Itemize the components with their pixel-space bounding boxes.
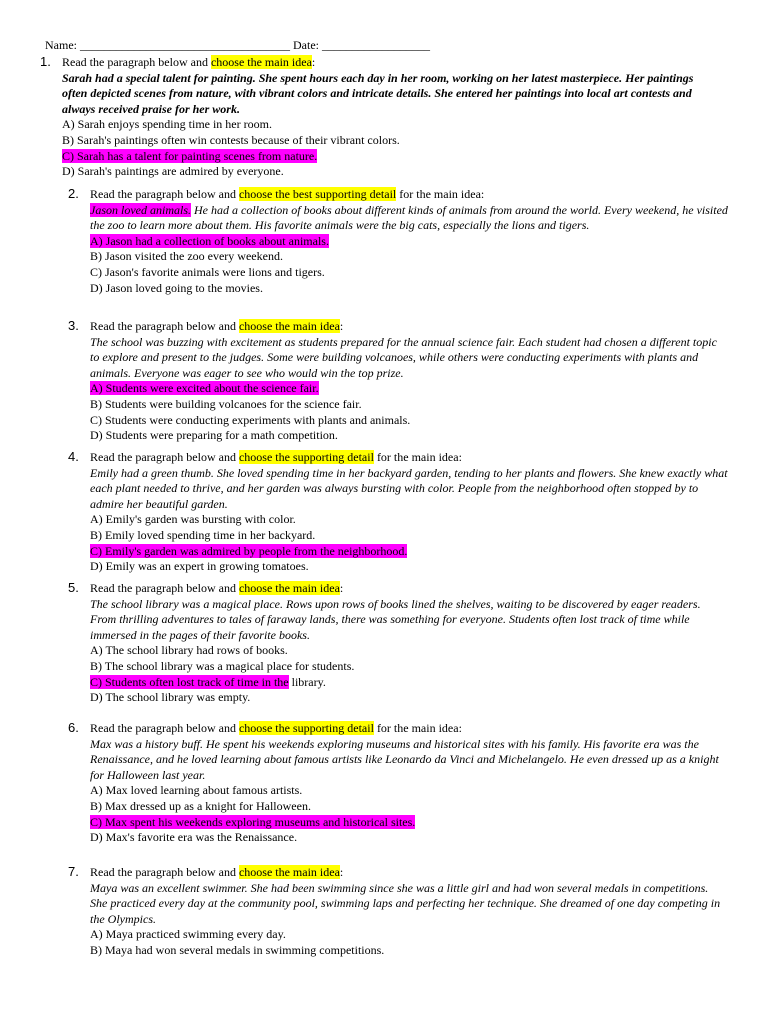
main-idea-highlight: Jason loved animals. bbox=[90, 202, 191, 217]
question-prompt: Read the paragraph below and choose the main idea: bbox=[90, 319, 344, 333]
question-4 bbox=[68, 449, 728, 575]
question-paragraph: Max was a history buff. He spent his weekends exploring museums and historical sites with his family. His favorite era was the Renaissance, and he loved learning about famous artists like Leonardo da Vinci and Michelangelo. He even dressed up as a knight for Halloween last year. bbox=[90, 736, 719, 782]
question-5 bbox=[68, 580, 728, 706]
prompt-highlight: choose the supporting detail bbox=[238, 721, 374, 735]
answer-option-c-selected[interactable]: C) Sarah has a talent for painting scenes from nature. bbox=[62, 148, 318, 163]
question-number: 3. bbox=[68, 318, 79, 333]
answer-option-c-selected[interactable]: C) Emily's garden was admired by people from the neighborhood. bbox=[90, 543, 408, 558]
answer-option-d[interactable]: D) Students were preparing for a math competition. bbox=[90, 428, 338, 443]
question-2 bbox=[68, 186, 728, 296]
question-number: 1. bbox=[40, 54, 51, 69]
question-7 bbox=[68, 864, 728, 959]
question-paragraph: Maya was an excellent swimmer. She had been swimming since she was a little girl and had won several medals in competitions. She practiced every day at the community pool, swimming laps and perfecting her technique. She dreamed of one day competing in the Olympics. bbox=[90, 880, 721, 926]
answer-option-b[interactable]: B) Max dressed up as a knight for Halloween. bbox=[90, 798, 311, 813]
name-line[interactable]: ___________________________________ bbox=[80, 38, 290, 52]
answer-option-d[interactable]: D) The school library was empty. bbox=[90, 690, 251, 705]
answer-option-d[interactable]: D) Sarah's paintings are admired by everyone. bbox=[62, 164, 284, 179]
question-1 bbox=[40, 54, 720, 180]
answer-option-b[interactable]: B) Jason visited the zoo every weekend. bbox=[90, 249, 283, 264]
prompt-highlight: choose the main idea bbox=[210, 55, 312, 69]
question-number: 7. bbox=[68, 864, 79, 879]
question-number: 5. bbox=[68, 580, 79, 595]
answer-option-a-selected[interactable]: A) Students were excited about the science fair. bbox=[90, 381, 319, 396]
answer-option-c[interactable]: C) Students were conducting experiments with plants and animals. bbox=[90, 412, 411, 427]
question-prompt: Read the paragraph below and choose the best supporting detail for the main idea: bbox=[90, 187, 485, 201]
question-prompt: Read the paragraph below and choose the supporting detail for the main idea: bbox=[90, 721, 462, 735]
question-6 bbox=[68, 720, 728, 846]
name-date-header bbox=[45, 38, 430, 52]
answer-option-a[interactable]: A) Emily's garden was bursting with color. bbox=[90, 512, 296, 527]
answer-option-a[interactable]: A) The school library had rows of books. bbox=[90, 643, 288, 658]
answer-option-a-selected[interactable]: A) Jason had a collection of books about animals. bbox=[90, 233, 329, 248]
answer-option-a[interactable]: A) Sarah enjoys spending time in her room. bbox=[62, 117, 272, 132]
question-number: 4. bbox=[68, 449, 79, 464]
question-3 bbox=[68, 318, 728, 444]
question-paragraph: The school was buzzing with excitement as students prepared for the annual science fair. Each student had chosen a different topic to explore and present to the judges. Some were building volcanoes, while others were conducting experiments with plants and animals. Everyone was eager to see who would win the top prize. bbox=[90, 334, 717, 380]
date-label: Date: bbox=[293, 38, 319, 52]
answer-option-b[interactable]: B) Sarah's paintings often win contests because of their vibrant colors. bbox=[62, 132, 400, 147]
prompt-highlight: choose the main idea bbox=[238, 581, 340, 595]
question-prompt: Read the paragraph below and choose the main idea: bbox=[90, 865, 344, 879]
date-line[interactable]: __________________ bbox=[322, 38, 430, 52]
answer-option-a[interactable]: A) Max loved learning about famous artists. bbox=[90, 783, 303, 798]
answer-option-c[interactable]: C) Jason's favorite animals were lions and tigers. bbox=[90, 264, 325, 279]
question-number: 2. bbox=[68, 186, 79, 201]
answer-option-a[interactable]: A) Maya practiced swimming every day. bbox=[90, 927, 286, 942]
prompt-highlight: choose the supporting detail bbox=[238, 450, 374, 464]
question-number: 6. bbox=[68, 720, 79, 735]
answer-option-c-selected[interactable]: C) Students often lost track of time in the library. bbox=[90, 674, 326, 689]
question-paragraph: Sarah had a special talent for painting. She spent hours each day in her room, working on her latest masterpiece. Her paintings often depicted scenes from nature, with vibrant colors and intricate details. She entered her paintings into local art contests and always received praise for her work. bbox=[62, 70, 694, 116]
question-paragraph: Jason loved animals. He had a collection of books about different kinds of animals from around the world. Every weekend, he visited the zoo to learn more about them. His favorite animals were the big cats, especially the lions and tigers. bbox=[90, 202, 728, 233]
answer-option-b[interactable]: B) Emily loved spending time in her backyard. bbox=[90, 527, 316, 542]
question-paragraph: Emily had a green thumb. She loved spending time in her backyard garden, tending to her plants and flowers. She knew exactly what each plant needed to thrive, and her garden was always bursting with color. People from the neighborhood often stopped by to admire her beautiful garden. bbox=[90, 465, 728, 511]
prompt-highlight: choose the main idea bbox=[238, 865, 340, 879]
prompt-highlight: choose the main idea bbox=[238, 319, 340, 333]
answer-option-d[interactable]: D) Emily was an expert in growing tomatoes. bbox=[90, 559, 309, 574]
answer-option-b[interactable]: B) The school library was a magical place for students. bbox=[90, 658, 355, 673]
answer-option-b[interactable]: B) Maya had won several medals in swimming competitions. bbox=[90, 942, 385, 957]
answer-option-c-selected[interactable]: C) Max spent his weekends exploring museums and historical sites. bbox=[90, 814, 416, 829]
question-prompt: Read the paragraph below and choose the main idea: bbox=[62, 55, 316, 69]
question-paragraph: The school library was a magical place. Rows upon rows of books lined the shelves, waiting to be discovered by eager readers. From thrilling adventures to tales of faraway lands, there was something for everyone. Students often lost track of time while immersed in the pages of their favorite books. bbox=[90, 596, 701, 642]
prompt-highlight: choose the best supporting detail bbox=[238, 187, 397, 201]
question-prompt: Read the paragraph below and choose the supporting detail for the main idea: bbox=[90, 450, 462, 464]
question-prompt: Read the paragraph below and choose the main idea: bbox=[90, 581, 344, 595]
answer-option-d[interactable]: D) Max's favorite era was the Renaissance. bbox=[90, 830, 298, 845]
name-label: Name: bbox=[45, 38, 77, 52]
answer-option-b[interactable]: B) Students were building volcanoes for the science fair. bbox=[90, 396, 362, 411]
answer-option-d[interactable]: D) Jason loved going to the movies. bbox=[90, 280, 263, 295]
